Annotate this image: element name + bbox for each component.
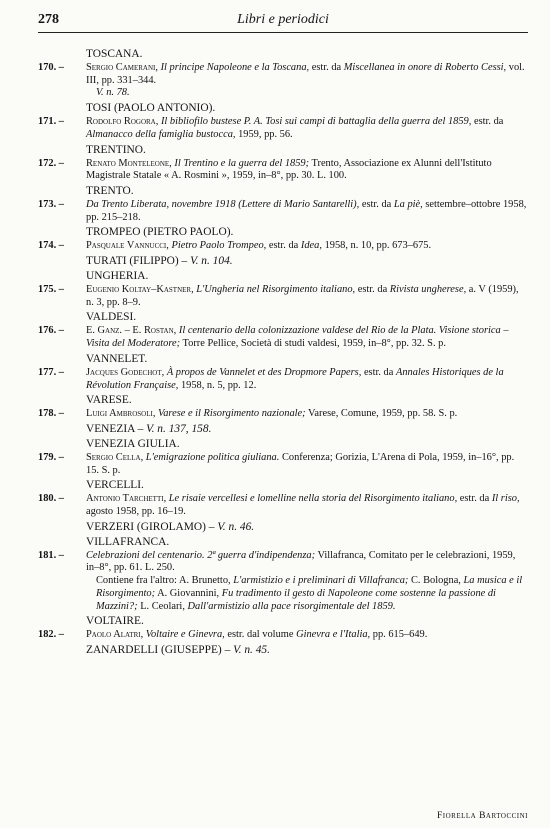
entry-title: Le risaie vercellesi e lomelline nella storia del Risorgimento italiano, (168, 493, 458, 505)
entry-source: Il riso, (491, 493, 520, 505)
entry-172 (38, 158, 528, 183)
entry-text: estr. da (363, 366, 394, 378)
entry-174 (38, 240, 528, 253)
cross-reference: V. n. 78. (96, 87, 130, 99)
entry-number: 176. – (38, 325, 64, 337)
entry-details: agosto 1958, pp. 16–19. (86, 506, 186, 518)
section-heading: VALDESI. (86, 311, 137, 324)
entry-author: Sergio Camerani, (86, 62, 158, 73)
entry-title: Da Trento Liberata, novembre 1918 (86, 198, 236, 210)
entry-173 (38, 199, 528, 224)
section-heading: ZANARDELLI (GIUSEPPE) – V. n. 45. (86, 643, 270, 656)
section-heading: TOSCANA. (86, 48, 143, 60)
section-heading: TROMPEO (PIETRO PAOLO). (86, 226, 234, 239)
entry-details: 1959, pp. 56. (238, 128, 293, 140)
entry-details: pp. 615–649. (372, 629, 428, 641)
entry-author: Sergio Cella, (86, 451, 144, 463)
entry-source: Almanacco della famiglia bustocca, (86, 128, 236, 140)
entry-177 (38, 367, 528, 392)
entry-source: Idea, (300, 240, 322, 252)
entry-number: 180. – (38, 493, 64, 505)
running-title: Libri e periodici (237, 12, 329, 27)
entry-contents: Contiene fra l'altro: A. Brunetto, L'armistizio e i preliminari di Villafranca; C. Bologna, La musica e il Risorgimento; A. Giovannini, Fu tradimento il gesto di Napoleone come sostenne la passione di Mazzini?; L. Ceolari, Dall'armistizio alla pace risorgimentale del 1859. (96, 575, 523, 612)
section-heading: VILLAFRANCA. (86, 535, 170, 548)
entry-author: Renato Monteleone, (86, 157, 172, 169)
entry-text: estr. da (357, 284, 388, 296)
entry-171 (38, 116, 528, 141)
entry-title: Il principe Napoleone e la Toscana, (160, 62, 310, 73)
section-heading: VERZERI (GIROLAMO) – V. n. 46. (86, 520, 255, 533)
entry-source: Rivista ungherese, (389, 284, 467, 296)
entry-title: Celebrazioni del centenario. 2ª guerra d'indipendenza; (86, 549, 316, 561)
entry-178 (38, 408, 528, 421)
entry-source: La piè, (393, 198, 423, 210)
entry-text: estr. da (361, 198, 392, 210)
entry-text: estr. da (459, 493, 490, 505)
entry-number: 179. – (38, 451, 64, 463)
entry-number: 171. – (38, 116, 64, 128)
section-heading: VARESE. (86, 394, 132, 407)
section-heading: TRENTO. (86, 184, 134, 197)
entry-details: 1958, n. 10, pp. 673–675. (324, 240, 432, 252)
page-header (38, 10, 528, 33)
entry-number: 182. – (38, 629, 64, 641)
entry-title: Il centenario della colonizzazione valdese del Rio de la Plata. Visione storica – Visita del Moderatore; (86, 325, 509, 350)
entry-number: 178. – (38, 408, 64, 420)
cross-reference: V. n. 45. (233, 643, 270, 656)
entry-details: Villafranca, Comitato per le celebrazioni, 1959, in–8°, pp. 61. L. 250. (86, 549, 516, 574)
entry-170 (38, 62, 528, 87)
entry-author: Pasquale Vannucci, (86, 240, 169, 252)
entry-number: 172. – (38, 157, 64, 169)
entry-title: Il bibliofilo bustese P. A. Tosi sui campi di battaglia della guerra del 1859, (160, 116, 472, 128)
entry-source: Miscellanea in onore di Roberto Cessi, (343, 62, 507, 73)
entry-number: 181. – (38, 549, 64, 561)
page-number: 278 (38, 12, 59, 27)
entry-details: a. V (1959), n. 3, pp. 8–9. (86, 284, 519, 308)
entry-author: Luigi Ambrosoli, (86, 408, 156, 420)
entry-author: Rodolfo Rogora, (86, 116, 159, 128)
cross-reference: V. n. 137, 158. (146, 422, 212, 435)
section-heading: VENEZIA – V. n. 137, 158. (86, 422, 212, 435)
entry-details: Varese, Comune, 1959, pp. 58. S. p. (308, 408, 458, 420)
entry-175 (38, 284, 528, 309)
entry-title: Voltaire e Ginevra, (145, 629, 225, 641)
entry-title: Varese e il Risorgimento nazionale; (158, 408, 306, 420)
entry-author: Paolo Alatri, (86, 629, 144, 641)
section-heading: TURATI (FILIPPO) – V. n. 104. (86, 255, 233, 268)
entry-title: Pietro Paolo Trompeo, (171, 240, 267, 252)
entry-author: Jacques Godechot, (86, 366, 165, 378)
cross-reference: V. n. 104. (190, 255, 233, 268)
entry-details: settembre–ottobre 1958, pp. 215–218. (86, 198, 527, 223)
entry-text: estr. da (473, 116, 504, 128)
entry-number: 174. – (38, 240, 64, 252)
entry-title: À propos de Vannelet et des Dropmore Papers, (166, 366, 362, 378)
bibliography-list (38, 46, 528, 657)
entry-text: estr. da (311, 62, 342, 73)
entry-details: 1958, n. 5, pp. 12. (180, 379, 257, 391)
entry-title: L'Ungheria nel Risorgimento italiano, (196, 284, 356, 296)
entry-details: vol. III, pp. 331–344. (86, 62, 525, 86)
entry-number: 173. – (38, 198, 64, 210)
entry-text: estr. da (268, 240, 299, 252)
entry-author: Eugenio Koltay–Kastner, (86, 284, 194, 296)
entry-source: Ginevra e l'Italia, (296, 629, 371, 641)
section-heading: TOSI (PAOLO ANTONIO). (86, 102, 216, 115)
entry-source: Annales Historiques de la Révolution Française, (86, 366, 504, 391)
entry-author: Antonio Tarchetti, (86, 493, 167, 505)
entry-details: Torre Pellice, Società di studi valdesi, 1959, in–8°, pp. 32. S. p. (182, 338, 446, 350)
entry-181 (38, 550, 528, 575)
entry-author: E. Ganz. – E. Rostan, (86, 325, 177, 337)
entry-number: 170. – (38, 62, 64, 73)
entry-details: Trento, Associazione ex Alunni dell'Istituto Magistrale Statale « A. Rosmini », 1959, in–8°, pp. 30. L. 100. (86, 157, 492, 182)
section-heading: VANNELET. (86, 352, 148, 365)
entry-text: estr. dal volume (227, 629, 294, 641)
section-heading: UNGHERIA. (86, 270, 149, 283)
author-signature: Fiorella Bartoccini (437, 811, 528, 821)
entry-note: (Lettere di Mario Santarelli), (238, 198, 360, 210)
section-heading: VENEZIA GIULIA. (86, 437, 180, 450)
section-heading: VOLTAIRE. (86, 615, 144, 628)
section-heading: VERCELLI. (86, 479, 144, 492)
entry-details: Conferenza; Gorizia, L'Arena di Pola, 1959, in–16°, pp. 15. S. p. (86, 451, 515, 476)
section-heading: TRENTINO. (86, 143, 146, 156)
entry-182 (38, 629, 528, 642)
entry-number: 175. – (38, 284, 64, 296)
entry-title: L'emigrazione politica giuliana. (145, 451, 280, 463)
entry-180 (38, 493, 528, 518)
entry-179 (38, 452, 528, 477)
entry-number: 177. – (38, 366, 64, 378)
entry-176 (38, 325, 528, 350)
cross-reference: V. n. 46. (217, 520, 255, 533)
entry-title: Il Trentino e la guerra del 1859; (174, 157, 310, 169)
